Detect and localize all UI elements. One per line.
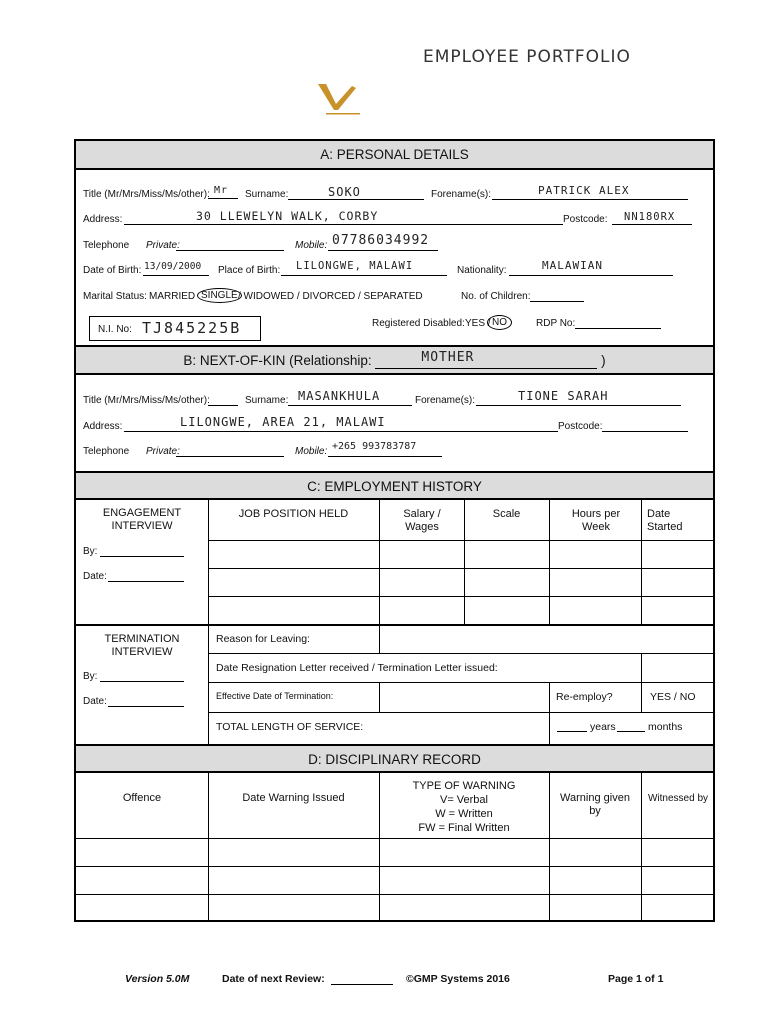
kin-address-label: Address: [83, 421, 123, 432]
months-label: months [648, 721, 683, 733]
kin-title-field[interactable] [208, 394, 238, 406]
relationship-label: B: NEXT-OF-KIN (Relationship: [183, 353, 372, 368]
title-label: Title (Mr/Mrs/Miss/Ms/other): [83, 189, 210, 200]
section-b-header [76, 345, 713, 375]
termination-date-label: Date: [83, 696, 107, 707]
col-date-started: Date Started [647, 508, 683, 533]
nationality-value: MALAWIAN [542, 259, 603, 272]
v-logo-icon [312, 80, 378, 120]
effective-date-field[interactable] [380, 683, 549, 712]
kin-surname-label: Surname: [245, 395, 289, 406]
resignation-date-field[interactable] [642, 654, 715, 682]
reason-leaving-field[interactable] [380, 626, 715, 653]
ni-value: TJ845225B [142, 319, 242, 337]
kin-private-label: Private: [146, 446, 180, 457]
ni-label: N.I. No: [98, 324, 132, 335]
marital-option-married[interactable]: MARRIED [149, 291, 196, 302]
disabled-option-no[interactable]: NO [487, 315, 512, 330]
termination-title: TERMINATION INTERVIEW [104, 633, 180, 658]
pob-value: LILONGWE, MALAWI [296, 260, 414, 272]
warning-type-final: FW = Final Written [418, 822, 510, 834]
disabled-option-yes[interactable]: YES / [465, 318, 491, 329]
children-label: No. of Children: [461, 291, 531, 302]
months-field[interactable] [617, 720, 645, 732]
relationship-close: ) [601, 353, 606, 368]
title-value: Mr [214, 185, 229, 196]
kin-telephone-label: Telephone [83, 446, 130, 457]
warning-type-verbal: V= Verbal [439, 794, 488, 806]
disabled-label: Registered Disabled: [372, 318, 465, 329]
kin-title-label: Title (Mr/Mrs/Miss/Ms/other): [83, 395, 210, 406]
section-d-header: D: DISCIPLINARY RECORD [76, 744, 713, 773]
warning-type-title: TYPE OF WARNING [412, 780, 516, 792]
forename-value: PATRICK ALEX [538, 184, 630, 197]
private-phone-field[interactable] [176, 239, 284, 251]
reason-leaving-label: Reason for Leaving: [216, 633, 310, 645]
employee-form [74, 139, 715, 922]
surname-value: SOKO [328, 185, 361, 199]
col-scale: Scale [492, 508, 521, 520]
kin-forename-value: TIONE SARAH [518, 389, 609, 403]
reemploy-label: Re-employ? [556, 691, 613, 703]
kin-surname-value: MASANKHULA [298, 389, 381, 403]
termination-by-field[interactable] [100, 670, 184, 682]
footer-review-field[interactable] [331, 973, 393, 985]
mobile-label: Mobile: [295, 240, 328, 251]
effective-date-label: Effective Date of Termination: [216, 691, 334, 701]
relationship-field[interactable] [375, 349, 597, 369]
total-service-label: TOTAL LENGTH OF SERVICE: [216, 721, 364, 733]
resignation-label: Date Resignation Letter received / Termination Letter issued: [216, 662, 498, 674]
postcode-value: NN180RX [624, 211, 676, 223]
kin-mobile-label: Mobile: [295, 446, 328, 457]
engagement-date-label: Date: [83, 571, 107, 582]
postcode-label: Postcode: [563, 214, 608, 225]
kin-postcode-label: Postcode: [558, 421, 603, 432]
marital-label: Marital Status: [83, 291, 147, 302]
termination-by-label: By: [83, 671, 98, 682]
engagement-title: ENGAGEMENT INTERVIEW [102, 507, 182, 532]
engagement-by-field[interactable] [100, 545, 184, 557]
kin-private-phone-field[interactable] [176, 445, 284, 457]
col-date-warning: Date Warning Issued [242, 792, 345, 804]
mobile-value: 07786034992 [332, 233, 430, 248]
relationship-value: MOTHER [421, 349, 475, 365]
col-hours: Hours per Week [571, 508, 621, 533]
engagement-date-field[interactable] [108, 570, 184, 582]
col-warning-type [379, 779, 549, 835]
ni-box[interactable] [89, 316, 261, 341]
surname-label: Surname: [245, 189, 289, 200]
kin-mobile-value: +265 993783787 [332, 441, 417, 452]
kin-address-value: LILONGWE, AREA 21, MALAWI [180, 415, 386, 429]
kin-forename-label: Forename(s): [415, 395, 476, 406]
years-label: years [590, 721, 616, 733]
rdp-field[interactable] [575, 317, 661, 329]
section-c-header: C: EMPLOYMENT HISTORY [76, 471, 713, 500]
footer-version: Version 5.0M [125, 973, 190, 985]
dob-label: Date of Birth: [83, 265, 142, 276]
col-witnessed-by: Witnessed by [647, 793, 709, 804]
warning-type-written: W = Written [435, 808, 493, 820]
rdp-label: RDP No: [536, 318, 576, 329]
termination-date-field[interactable] [108, 695, 184, 707]
reemploy-options[interactable]: YES / NO [650, 691, 696, 703]
pob-label: Place of Birth: [218, 265, 281, 276]
col-job-position: JOB POSITION HELD [238, 508, 349, 520]
marital-option-single[interactable]: SINGLE [197, 288, 242, 303]
address-label: Address: [83, 214, 123, 225]
telephone-label: Telephone [83, 240, 130, 251]
section-a-header: A: PERSONAL DETAILS [76, 141, 713, 170]
col-salary: Salary / Wages [403, 508, 441, 533]
forename-label: Forename(s): [431, 189, 492, 200]
col-warning-given-by: Warning given by [560, 792, 630, 817]
address-value: 30 LLEWELYN WALK, CORBY [196, 209, 379, 223]
document-title: EMPLOYEE PORTFOLIO [423, 47, 631, 67]
nationality-label: Nationality: [457, 265, 507, 276]
marital-other-options: / WIDOWED / DIVORCED / SEPARATED [238, 291, 423, 302]
years-field[interactable] [557, 720, 587, 732]
col-offence: Offence [122, 792, 162, 804]
engagement-by-label: By: [83, 546, 98, 557]
children-field[interactable] [530, 290, 584, 302]
private-label: Private: [146, 240, 180, 251]
kin-postcode-field[interactable] [602, 420, 688, 432]
footer-page: Page 1 of 1 [608, 973, 664, 985]
dob-value: 13/09/2000 [144, 261, 202, 272]
footer-copyright: ©GMP Systems 2016 [406, 973, 510, 985]
footer-review-label: Date of next Review: [222, 973, 325, 985]
